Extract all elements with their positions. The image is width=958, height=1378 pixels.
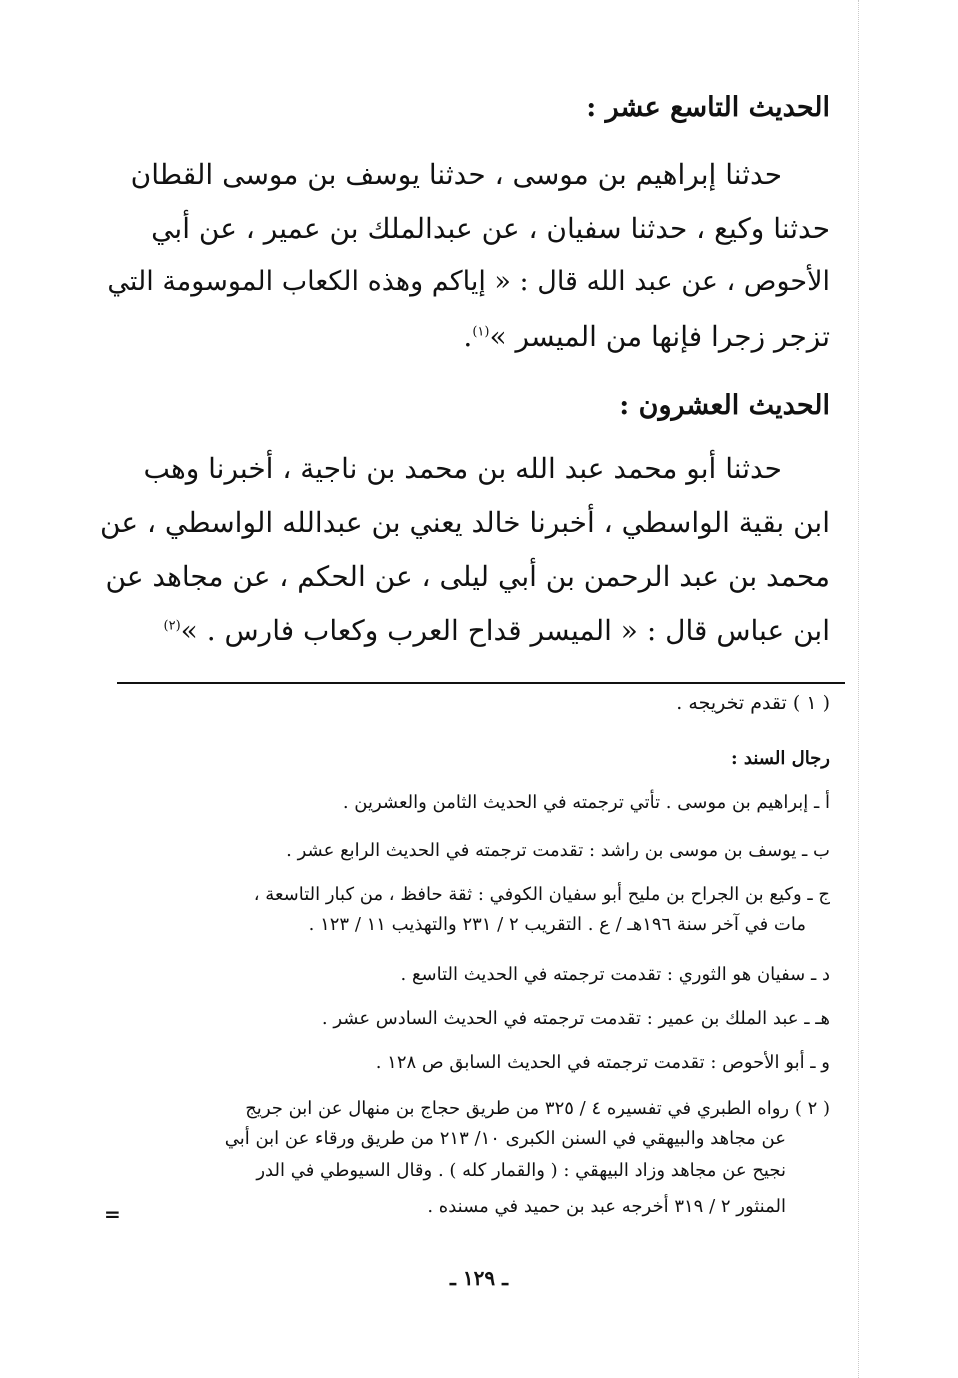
hadith-19-line-4 (463, 320, 830, 353)
rijal-heading: رجال السند : (731, 748, 830, 769)
footnote-2-line-3: نجيح عن مجاهد وزاد البيهقي : ( والقمار كله ) . وقال السيوطي في الدر (256, 1160, 786, 1181)
hadith-20-line-2: ابن بقية الواسطي ، أخبرنا خالد يعني بن عبدالله الواسطي ، عن (100, 506, 830, 539)
footnote-2-line-2: عن مجاهد والبيهقي في السنن الكبرى ١٠/ ٢١٣ من طريق ورقاء عن ابن أبي (224, 1128, 786, 1149)
rijal-item-jim-cont: مات في آخر سنة ١٩٦هـ / ع . التقريب ٢ / ٢٣١ والتهذيب ١١ / ١٢٣ . (308, 914, 806, 935)
footnote-2-line-4: المنثور ٢ / ٣١٩ أخرجه عبد بن حميد في مسنده . (427, 1196, 786, 1217)
hadith-20-line-4 (164, 614, 830, 647)
footnote-separator (117, 682, 845, 684)
footnote-2-line-1: ( ٢ ) رواه الطبري في تفسيره ٤ / ٣٢٥ من طريق حجاج بن منهال عن ابن جريج (245, 1098, 830, 1119)
hadith-19-line-1: حدثنا إبراهيم بن موسى ، حدثنا يوسف بن موسى القطان (130, 158, 782, 191)
footnote-1: ( ١ ) تقدم تخريجه . (676, 692, 830, 714)
continuation-mark: = (104, 1202, 121, 1226)
footnote-ref-1: (١) (472, 324, 490, 340)
hadith-19-line-4-text: تزجر زجرا فإنها من الميسر » (489, 320, 830, 353)
rijal-item-ba: ب ـ يوسف بن موسى بن راشد : تقدمت ترجمته في الحديث الرابع عشر . (286, 840, 830, 861)
page-edge-dots (858, 0, 861, 1378)
rijal-item-jim: ج ـ وكيع بن الجراح بن مليح أبو سفيان الكوفي : ثقة حافظ ، من كبار التاسعة ، (253, 884, 830, 905)
rijal-item-alif: أ ـ إبراهيم بن موسى . تأتي ترجمته في الحديث الثامن والعشرين . (342, 792, 830, 813)
hadith-19-heading: الحديث التاسع عشر : (586, 92, 830, 123)
hadith-20-line-4-text: ابن عباس قال : « الميسر قداح العرب وكعاب فارس . » (180, 614, 830, 647)
hadith-19-end: . (463, 320, 473, 353)
rijal-item-dal: د ـ سفيان هو الثوري : تقدمت ترجمته في الحديث التاسع . (400, 964, 830, 985)
hadith-20-line-3: محمد بن عبد الرحمن بن أبي ليلى ، عن الحكم ، عن مجاهد عن (105, 560, 830, 593)
rijal-item-waw: و ـ أبو الأحوص : تقدمت ترجمته في الحديث السابق ص ١٢٨ . (375, 1052, 830, 1073)
footnote-ref-2: (٢) (163, 618, 181, 634)
hadith-20-line-1: حدثنا أبو محمد عبد الله بن محمد بن ناجية ، أخبرنا وهب (143, 452, 782, 485)
rijal-item-ha: هـ ـ عبد الملك بن عمير : تقدمت ترجمته في الحديث السادس عشر . (321, 1008, 830, 1029)
hadith-20-heading: الحديث العشرون : (619, 390, 830, 421)
hadith-19-line-2: حدثنا وكيع ، حدثنا سفيان ، عن عبدالملك بن عمير ، عن أبي (151, 212, 830, 245)
page-number: ـ ١٢٩ ـ (450, 1266, 508, 1290)
hadith-19-line-3: الأحوص ، عن عبد الله قال : « إياكم وهذه الكعاب الموسومة التي (107, 266, 830, 297)
